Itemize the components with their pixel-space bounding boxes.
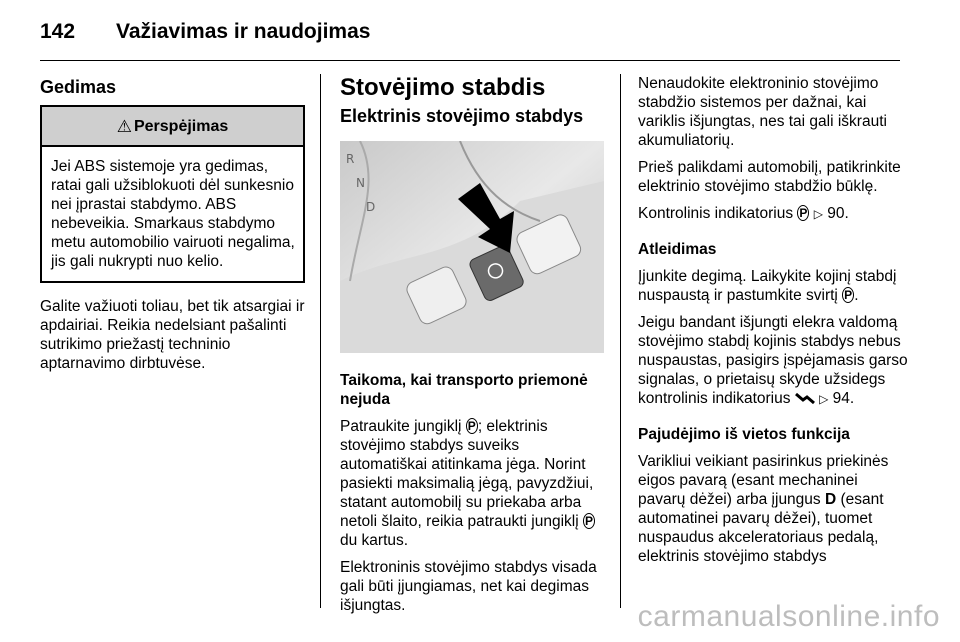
column-3 [638, 74, 908, 574]
release-paragraph: Įjunkite degimą. Laikykite kojinį stabdį nuspaustą ir pastumkite svirtį P . [638, 268, 897, 304]
warning-title: Perspėjimas [133, 117, 229, 135]
column-divider-1 [320, 74, 321, 608]
drive-away-paragraph: Varikliui veikiant pasirinkus priekinės eigos pavarą (esant mechaninei pavarų dėžei) arba įjungus D (esant automatinei pavarų dėžei), tuomet nuspaudus akceleratoriaus pedalą, elektrinis stovėjimo stabdys [638, 453, 889, 565]
parking-brake-symbol-icon: P [584, 514, 593, 528]
warning-triangle-icon: ⚠ [116, 116, 132, 136]
check-status-paragraph: Prieš palikdami automobilį, patikrinkite elektrinio stovėjimo stabdžio būklę. [638, 159, 901, 195]
heading-gedimas: Gedimas [40, 77, 117, 97]
parking-brake-symbol-icon: P [799, 206, 808, 220]
page-number: 142 [40, 20, 76, 43]
page-reference[interactable]: 90. [827, 205, 849, 222]
gedimas-paragraph: Galite važiuoti toliau, bet tik atsargiai ir apdairiai. Reikia nedelsiant pašalinti sutrikimo priežastį techninio aptarnavimo dirbtuvėse. [40, 298, 305, 372]
foot-brake-warning-paragraph: Jeigu bandant išjungti elekra valdomą stovėjimo stabdį kojinis stabdys nebus nuspaustas, pasigirs įspėjamasis garso signalas, o prietaisų skyde užsidegs kontrolinis indikatorius ▷ 94. [638, 314, 908, 407]
gear-d-label: D [824, 491, 837, 508]
page-reference[interactable]: 94. [832, 390, 855, 407]
subheading-nejuda: Taikoma, kai transporto priemonė nejuda [340, 372, 588, 408]
always-on-paragraph: Elektroninis stovėjimo stabdys visada gali būti įjungiamas, net kai degimas išjungtas. [340, 559, 597, 614]
parking-brake-symbol-icon: P [467, 419, 476, 433]
warning-box [40, 105, 305, 283]
section-title: Važiavimas ir naudojimas [116, 20, 371, 43]
watermark: carmanualsonline.info [637, 600, 940, 633]
page-reference-arrow-icon: ▷ [819, 392, 829, 406]
photo-label-d: D [366, 200, 376, 214]
photo-label-n: N [356, 176, 365, 190]
warning-header [42, 107, 303, 147]
heading-pajudejimo: Pajudėjimo iš vietos funkcija [638, 426, 850, 443]
battery-warning-paragraph: Nenaudokite elektroninio stovėjimo stabdžio sistemos per dažnai, kai variklis išjungtas, nes tai gali iškrauti akumuliatorių. [638, 75, 887, 149]
foot-brake-icon [795, 392, 815, 404]
heading-elektrinis: Elektrinis stovėjimo stabdys [340, 106, 584, 126]
column-divider-2 [620, 74, 621, 608]
pull-switch-paragraph: Patraukite jungiklį P ; elektrinis stovėjimo stabdys suveiks automatiškai atitinkama jėga. Norint pasiekti maksimalią jėgą, pavyzdžiui, statant automobilį su priekaba arba netoli šlaito, reikia patraukti jungiklį P du kartus. [340, 418, 594, 549]
heading-atleidimas: Atleidimas [638, 241, 717, 258]
column-1 [40, 74, 305, 381]
parking-brake-symbol-icon: P [844, 288, 853, 302]
parking-brake-switch-photo [340, 141, 604, 353]
photo-label-r: R [346, 152, 355, 166]
indicator-reference-paragraph: Kontrolinis indikatorius P ▷ 90. [638, 205, 849, 222]
warning-body: Jei ABS sistemoje yra gedimas, ratai gali užsiblokuoti dėl sunkesnio nei įprastai stabdymo. ABS nebeveikia. Smarkaus stabdymo metu automobilio vairuoti negalima, jis gali nukrypti nuo kelio. [51, 158, 295, 270]
heading-stovejimo-stabdis: Stovėjimo stabdis [340, 74, 546, 101]
column-2 [340, 74, 604, 623]
header-divider [40, 60, 900, 61]
page-header [40, 20, 370, 50]
page-reference-arrow-icon: ▷ [813, 207, 823, 221]
